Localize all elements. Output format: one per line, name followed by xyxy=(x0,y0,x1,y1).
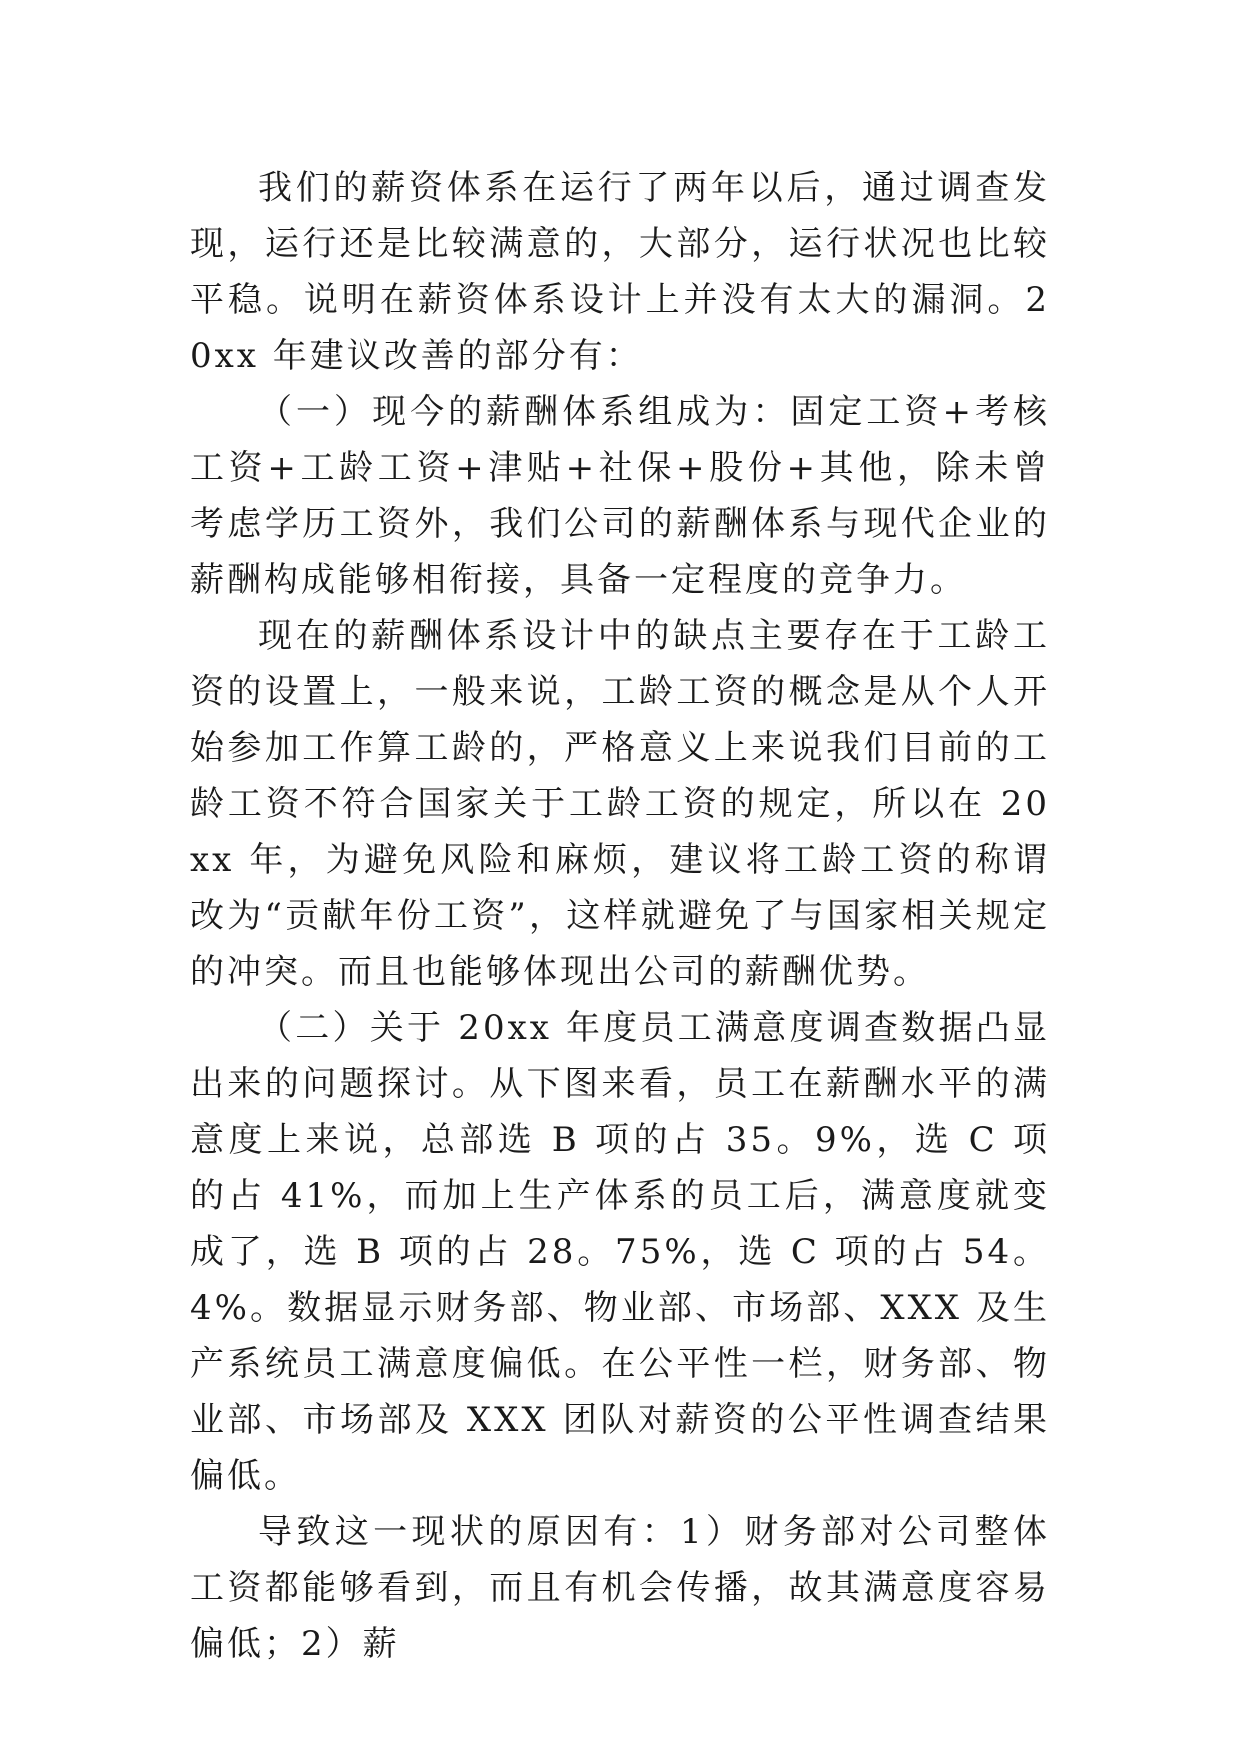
paragraph-satisfaction-survey: （二）关于 20xx 年度员工满意度调查数据凸显出来的问题探讨。从下图来看，员工在薪酬水平的满意度上来说，总部选 B 项的占 35。9%，选 C 项的占 41%，而加上生产体系的员工后，满意度就变成了，选 B 项的占 28。75%，选 C 项的占 54。4%。数据显示财务部、物业部、市场部、XXX 及生产系统员工满意度偏低。在公平性一栏，财务部、物业部、市场部及 XXX 团队对薪资的公平性调查结果偏低。 xyxy=(190,1008,1050,1496)
paragraph-seniority-pay-issue: 现在的薪酬体系设计中的缺点主要存在于工龄工资的设置上，一般来说，工龄工资的概念是从个人开始参加工作算工龄的，严格意义上来说我们目前的工龄工资不符合国家关于工龄工资的规定，所以在 20xx 年，为避免风险和麻烦，建议将工龄工资的称谓改为“贡献年份工资”，这样就避免了与国家相关规定的冲突。而且也能够体现出公司的薪酬优势。 xyxy=(190,616,1050,992)
paragraph-causes: 导致这一现状的原因有：1）财务部对公司整体工资都能够看到，而且有机会传播，故其满意度容易偏低；2）薪 xyxy=(190,1512,1050,1664)
document-body xyxy=(190,160,1050,1672)
paragraph-salary-system-review: 我们的薪资体系在运行了两年以后，通过调查发现，运行还是比较满意的，大部分，运行状况也比较平稳。说明在薪资体系设计上并没有太大的漏洞。20xx 年建议改善的部分有： xyxy=(190,168,1050,376)
paragraph-compensation-structure: （一）现今的薪酬体系组成为：固定工资+考核工资+工龄工资+津贴+社保+股份+其他，除未曾考虑学历工资外，我们公司的薪酬体系与现代企业的薪酬构成能够相衔接，具备一定程度的竞争力。 xyxy=(190,392,1050,600)
